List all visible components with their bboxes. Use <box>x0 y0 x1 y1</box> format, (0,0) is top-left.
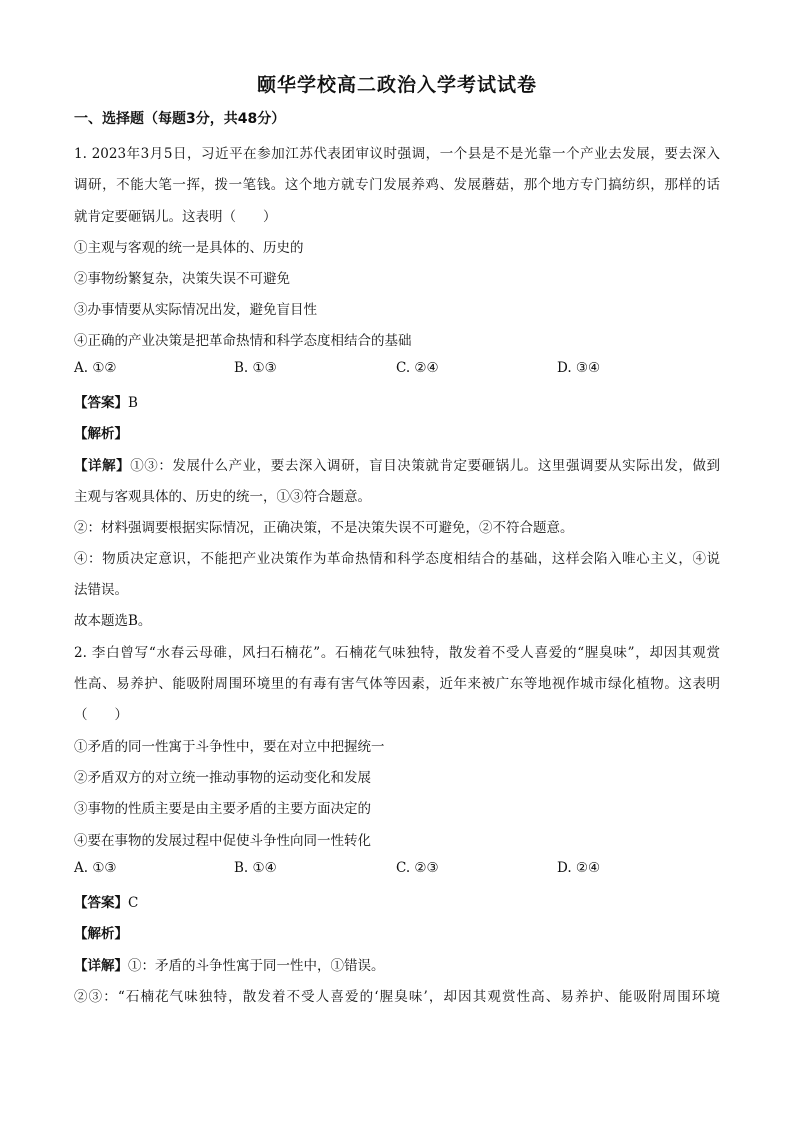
q1-option-a: A. ①② <box>74 360 117 376</box>
q1-detail-line-3: ②：材料强调要根据实际情况，正确决策，不是决策失误不可避免，②不符合题意。 <box>74 520 574 536</box>
detail-label: 【详解】 <box>74 458 131 474</box>
section-heading: 一、选择题（每题3分，共48分） <box>74 111 286 127</box>
q1-option-d: D. ③④ <box>557 360 601 376</box>
q2-statement-4: ④要在事物的发展过程中促使斗争性向同一性转化 <box>74 833 371 849</box>
q1-detail-line-1 <box>74 454 720 474</box>
page-title: 颐华学校高二政治入学考试试卷 <box>256 74 537 96</box>
detail-text: ①③：发展什么产业，要去深入调研，盲目决策就肯定要砸锅儿。这里强调要从实际出发，做到 <box>130 458 721 474</box>
q1-statement-4: ④正确的产业决策是把革命热情和科学态度相结合的基础 <box>74 333 412 349</box>
q1-detail-line-5: 法错误。 <box>74 582 128 598</box>
q2-option-c: C. ②③ <box>396 860 439 876</box>
q2-answer <box>74 891 138 911</box>
q1-stem-line-2: 调研，不能大笔一挥，拨一笔钱。这个地方就专门发展养鸡、发展蘑菇，那个地方专门搞纺织，那样的话 <box>74 177 720 193</box>
q1-conclusion: 故本题选B。 <box>74 613 152 629</box>
q1-statement-3: ③办事情要从实际情况出发，避免盲目性 <box>74 302 317 318</box>
q1-stem-line-3: 就肯定要砸锅儿。这表明（ ） <box>74 209 277 225</box>
q2-statement-2: ②矛盾双方的对立统一推动事物的运动变化和发展 <box>74 770 371 786</box>
q1-option-c: C. ②④ <box>396 360 439 376</box>
q1-statement-2: ②事物纷繁复杂，决策失误不可避免 <box>74 271 290 287</box>
q2-statement-1: ①矛盾的同一性寓于斗争性中，要在对立中把握统一 <box>74 739 385 755</box>
answer-label: 【答案】 <box>74 895 128 911</box>
q2-stem-line-3: （ ） <box>74 707 128 723</box>
q2-option-d: D. ②④ <box>557 860 601 876</box>
q1-statement-1: ①主观与客观的统一是具体的、历史的 <box>74 240 304 256</box>
q1-detail-line-4: ④：物质决定意识，不能把产业决策作为革命热情和科学态度相结合的基础，这样会陷入唯心主义，④说 <box>74 551 720 567</box>
q2-stem-line-2: 性高、易养护、能吸附周围环境里的有毒有害气体等因素，近年来被广东等地视作城市绿化植物。这表明 <box>74 676 720 692</box>
detail-text: ①：矛盾的斗争性寓于同一性中，①错误。 <box>128 958 385 974</box>
q2-stem-line-1: 2. 李白曾写“水春云母碓，风扫石楠花”。石楠花气味独特，散发着不受人喜爱的“腥臭味”，却因其观赏 <box>74 645 720 661</box>
q1-answer <box>74 391 138 411</box>
q1-analysis-label: 【解析】 <box>74 426 128 442</box>
q2-option-b: B. ①④ <box>234 860 277 876</box>
q1-stem-line-1: 1. 2023年3月5日，习近平在参加江苏代表团审议时强调，一个县是不是光靠一个产业去发展，要去深入 <box>74 146 720 162</box>
q2-option-a: A. ①③ <box>74 860 117 876</box>
q1-detail-line-2: 主观与客观具体的、历史的统一，①③符合题意。 <box>74 489 371 505</box>
q2-detail-line-1 <box>74 954 385 974</box>
answer-value: B <box>128 395 138 411</box>
answer-value: C <box>128 895 139 911</box>
q2-analysis-label: 【解析】 <box>74 926 128 942</box>
q1-option-b: B. ①③ <box>234 360 277 376</box>
q2-detail-line-2: ②③：“石楠花气味独特，散发着不受人喜爱的‘腥臭味’，却因其观赏性高、易养护、能吸附周围环境 <box>74 989 720 1005</box>
q2-statement-3: ③事物的性质主要是由主要矛盾的主要方面决定的 <box>74 801 371 817</box>
answer-label: 【答案】 <box>74 395 128 411</box>
detail-label: 【详解】 <box>74 958 128 974</box>
